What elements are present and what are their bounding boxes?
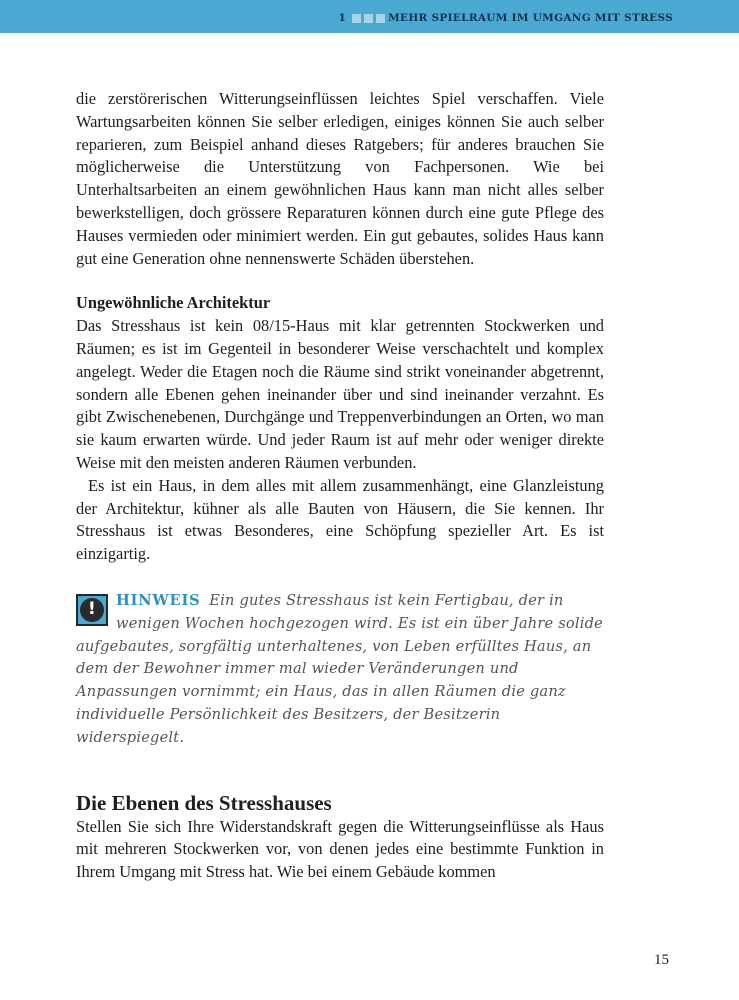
section-title: Die Ebenen des Stresshauses (76, 790, 332, 815)
decorative-square-icon (376, 14, 385, 23)
decorative-square-icon (364, 14, 373, 23)
note-label: HINWEIS (116, 591, 201, 609)
note-box (76, 590, 604, 750)
running-header-content (339, 11, 674, 25)
note-text: Ein gutes Stresshaus ist kein Fertigbau, der in wenigen Wochen hochgezogen wird. Es ist ein über Jahre solide aufgebautes, sorgfältig unterhaltenes, von Leben erfülltes Haus, an dem der Bewohner immer mal wieder Veränderungen und Anpassungen vornimmt; ein Haus, das in allen Räumen die ganz individuelle Persönlichkeit des Besitzers, der Besitzerin widerspiegelt. (76, 591, 604, 746)
chapter-title: MEHR SPIELRAUM IM UMGANG MIT STRESS (388, 12, 673, 24)
page-number: 15 (654, 952, 669, 968)
body-paragraph: Stellen Sie sich Ihre Widerstandskraft gegen die Witterungseinflüsse als Haus mit mehreren Stockwerken vor, von denen jedes eine bestimmte Funktion in Ihrem Umgang mit Stress hat. Wie bei einem Gebäude kommen (76, 816, 604, 882)
chapter-number: 1 (338, 12, 347, 24)
decorative-square-icon (352, 14, 361, 23)
body-paragraph: Es ist ein Haus, in dem alles mit allem zusammenhängt, eine Glanzleistung der Architektur, kühner als alle Bauten von Häusern, die Sie kennen. Ihr Stresshaus ist etwas Besonderes, eine Schöpfung spezieller Art. Es ist einzigartig. (76, 475, 604, 564)
exclamation-icon: ! (76, 594, 108, 626)
body-paragraph: die zerstörerischen Witterungseinflüssen leichtes Spiel verschaffen. Viele Wartungsarbeiten können Sie selber erledigen, einiges können Sie auch selber reparieren, zum Beispiel anhand dieses Ratgebers; für anderes brauchen Sie möglicherweise die Unterstützung von Fachpersonen. Wie bei Unterhaltsarbeiten an einem gewöhnlichen Haus kann man nicht alles selber bewerkstelligen, doch grössere Reparaturen können durch eine gute Pflege des Hauses vermieden oder minimiert werden. Ein gut gebautes, solides Haus kann gut eine Generation ohne nennenswerte Schäden überstehen. (76, 89, 604, 268)
body-paragraph: Das Stresshaus ist kein 08/15-Haus mit klar getrennten Stockwerken und Räumen; es ist im Gegenteil in besonderer Weise verschachtelt und komplex angelegt. Weder die Etagen noch die Räume sind strikt voneinander abgetrennt, sondern alle Ebenen gehen ineinander über und sind ineinander verzahnt. Es gibt Zwischenebenen, Durchgänge und Treppenverbindungen an Orten, wo man sie kaum erwarten würde. Und jeder Raum ist auf mehr oder weniger direkte Weise mit den meisten anderen Räumen verbunden. (76, 316, 604, 472)
running-header (0, 0, 739, 33)
subheading: Ungewöhnliche Architektur (76, 293, 271, 313)
page-content (76, 88, 604, 884)
